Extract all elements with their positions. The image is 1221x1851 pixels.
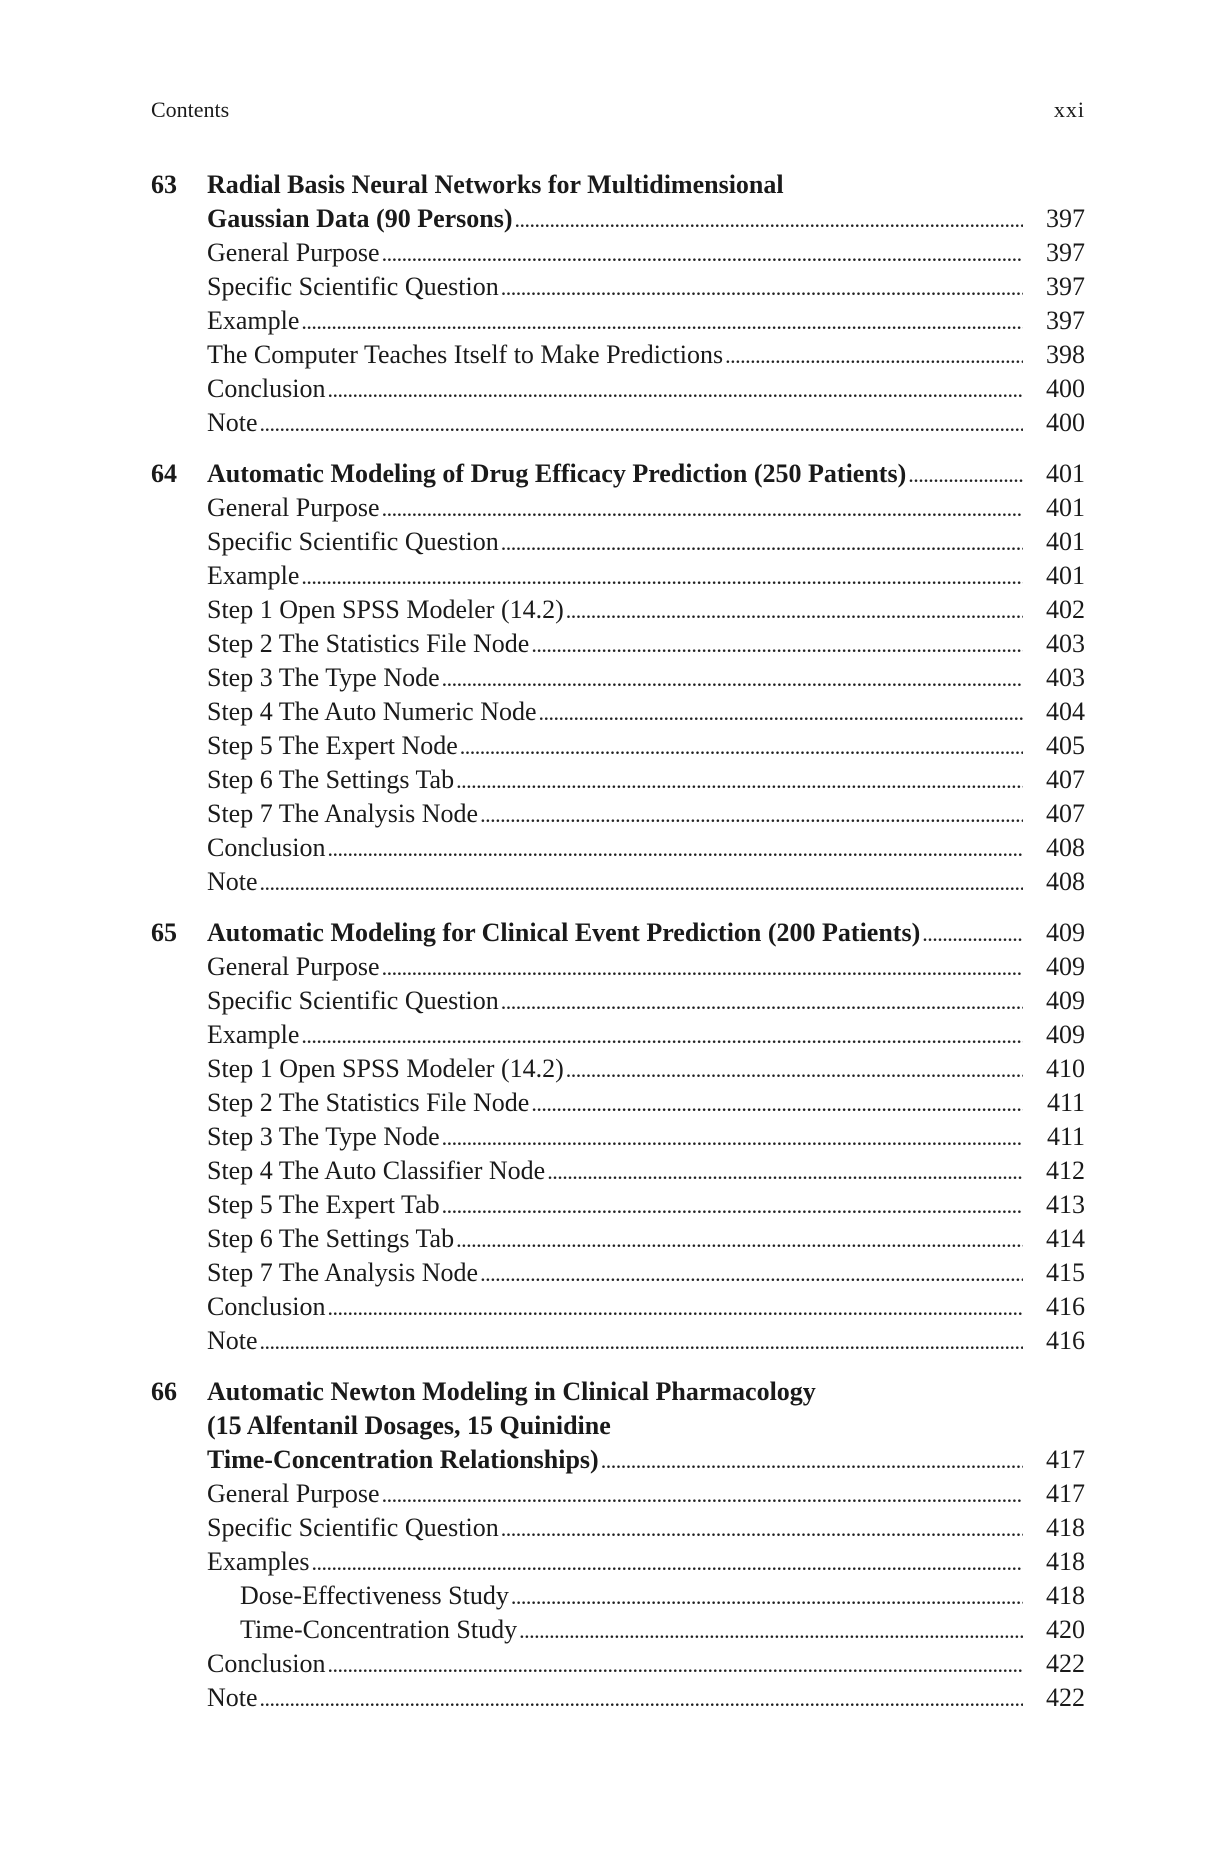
dot-leader xyxy=(260,407,1023,441)
toc-entry[interactable] xyxy=(151,1086,1085,1120)
toc-entry[interactable] xyxy=(151,984,1085,1018)
toc-entry-page: 397 xyxy=(1046,204,1085,233)
chapter-66 xyxy=(151,1375,1085,1715)
toc-entry-title: Note xyxy=(207,1683,258,1712)
toc-entry-title: Step 4 The Auto Numeric Node xyxy=(207,697,537,726)
dot-leader xyxy=(327,373,1023,407)
toc-entry-title: General Purpose xyxy=(207,952,380,981)
toc-entry[interactable] xyxy=(151,1647,1085,1681)
chapter-number: 65 xyxy=(151,918,177,947)
running-head-title: Contents xyxy=(151,97,230,122)
toc-entry-title: Step 2 The Statistics File Node xyxy=(207,629,530,658)
toc-entry-page: 414 xyxy=(1046,1224,1085,1253)
dot-leader xyxy=(327,1648,1023,1682)
toc-entry[interactable] xyxy=(151,1477,1085,1511)
dot-leader xyxy=(301,560,1023,594)
toc-entry[interactable] xyxy=(151,797,1085,831)
toc-entry-title: Step 5 The Expert Node xyxy=(207,731,458,760)
toc-entry-title: Specific Scientific Question xyxy=(207,1513,499,1542)
toc-entry[interactable] xyxy=(151,831,1085,865)
toc-entry-page: 397 xyxy=(1046,306,1085,335)
table-of-contents xyxy=(151,168,1085,1732)
dot-leader xyxy=(442,1189,1023,1223)
toc-entry-page: 411 xyxy=(1046,1122,1085,1151)
toc-entry-page: 398 xyxy=(1046,340,1085,369)
chapter-title-line[interactable] xyxy=(151,1443,1085,1477)
toc-entry[interactable] xyxy=(151,627,1085,661)
toc-entry[interactable] xyxy=(151,236,1085,270)
chapter-number: 66 xyxy=(151,1377,177,1406)
dot-leader xyxy=(460,730,1023,764)
toc-entry-page: 397 xyxy=(1046,272,1085,301)
toc-entry-title: General Purpose xyxy=(207,1479,380,1508)
toc-entry-title: Examples xyxy=(207,1547,310,1576)
chapter-63 xyxy=(151,168,1085,440)
dot-leader xyxy=(531,628,1023,662)
toc-entry-page: 403 xyxy=(1046,663,1085,692)
toc-entry-title: General Purpose xyxy=(207,493,380,522)
toc-entry[interactable] xyxy=(151,1613,1085,1647)
toc-entry[interactable] xyxy=(151,559,1085,593)
dot-leader xyxy=(301,305,1023,339)
dot-leader xyxy=(382,1478,1023,1512)
toc-entry-page: 408 xyxy=(1046,867,1085,896)
toc-entry-title: Example xyxy=(207,306,300,335)
toc-entry[interactable] xyxy=(151,593,1085,627)
toc-entry-page: 397 xyxy=(1046,238,1085,267)
dot-leader xyxy=(566,1053,1023,1087)
toc-entry-page: 418 xyxy=(1046,1581,1085,1610)
toc-entry-title: Automatic Modeling of Drug Efficacy Prediction (250 Patients) xyxy=(207,459,907,488)
toc-entry[interactable] xyxy=(151,406,1085,440)
toc-entry-title: Time-Concentration Relationships) xyxy=(207,1445,599,1474)
dot-leader xyxy=(501,271,1023,305)
dot-leader xyxy=(922,917,1023,951)
chapter-title-line[interactable] xyxy=(151,457,1085,491)
dot-leader xyxy=(456,764,1023,798)
toc-entry-page: 404 xyxy=(1046,697,1085,726)
toc-entry[interactable] xyxy=(151,1120,1085,1154)
dot-leader xyxy=(260,1325,1023,1359)
toc-entry-title: Step 6 The Settings Tab xyxy=(207,1224,455,1253)
dot-leader xyxy=(511,1580,1023,1614)
dot-leader xyxy=(382,237,1023,271)
dot-leader xyxy=(480,1257,1023,1291)
toc-entry-title: The Computer Teaches Itself to Make Predictions xyxy=(207,340,724,369)
toc-entry[interactable] xyxy=(151,1188,1085,1222)
toc-entry[interactable] xyxy=(151,1324,1085,1358)
toc-entry-title: Automatic Modeling for Clinical Event Prediction (200 Patients) xyxy=(207,918,921,947)
toc-entry-page: 405 xyxy=(1046,731,1085,760)
toc-entry-title: Time-Concentration Study xyxy=(240,1615,518,1644)
dot-leader xyxy=(519,1614,1023,1648)
toc-entry-page: 420 xyxy=(1046,1615,1085,1644)
toc-entry[interactable] xyxy=(151,338,1085,372)
dot-leader xyxy=(547,1155,1023,1189)
toc-entry[interactable] xyxy=(151,1290,1085,1324)
dot-leader xyxy=(442,662,1023,696)
dot-leader xyxy=(531,1087,1023,1121)
toc-entry[interactable] xyxy=(151,661,1085,695)
toc-entry-title: (15 Alfentanil Dosages, 15 Quinidine xyxy=(207,1411,611,1440)
toc-entry[interactable] xyxy=(151,1681,1085,1715)
toc-entry-title: Example xyxy=(207,561,300,590)
toc-entry-page: 413 xyxy=(1046,1190,1085,1219)
toc-entry[interactable] xyxy=(151,865,1085,899)
toc-entry-title: Specific Scientific Question xyxy=(207,986,499,1015)
toc-entry[interactable] xyxy=(151,1154,1085,1188)
toc-entry-title: Automatic Newton Modeling in Clinical Pharmacology xyxy=(207,1377,816,1406)
toc-entry[interactable] xyxy=(151,1052,1085,1086)
dot-leader xyxy=(327,832,1023,866)
toc-entry-title: Gaussian Data (90 Persons) xyxy=(207,204,513,233)
dot-leader xyxy=(442,1121,1023,1155)
toc-entry-title: Step 3 The Type Node xyxy=(207,663,440,692)
chapter-title-line[interactable] xyxy=(151,168,1085,202)
dot-leader xyxy=(539,696,1023,730)
dot-leader xyxy=(260,1682,1023,1716)
toc-entry-title: Step 1 Open SPSS Modeler (14.2) xyxy=(207,1054,564,1083)
toc-entry[interactable] xyxy=(151,1579,1085,1613)
toc-entry-title: Example xyxy=(207,1020,300,1049)
toc-entry-page: 422 xyxy=(1046,1683,1085,1712)
toc-entry-title: Dose-Effectiveness Study xyxy=(240,1581,509,1610)
chapter-title-line[interactable] xyxy=(151,1409,1085,1443)
toc-entry[interactable] xyxy=(151,1545,1085,1579)
toc-entry-title: Conclusion xyxy=(207,833,326,862)
dot-leader xyxy=(725,339,1023,373)
dot-leader xyxy=(480,798,1023,832)
toc-entry-title: Conclusion xyxy=(207,1649,326,1678)
toc-entry[interactable] xyxy=(151,695,1085,729)
toc-entry-title: Step 7 The Analysis Node xyxy=(207,799,479,828)
dot-leader xyxy=(908,458,1023,492)
toc-entry-page: 422 xyxy=(1046,1649,1085,1678)
toc-entry-title: Conclusion xyxy=(207,374,326,403)
toc-entry-page: 407 xyxy=(1046,799,1085,828)
toc-entry[interactable] xyxy=(151,304,1085,338)
toc-entry-page: 415 xyxy=(1046,1258,1085,1287)
toc-entry-page: 418 xyxy=(1046,1547,1085,1576)
dot-leader xyxy=(501,1512,1023,1546)
toc-entry-page: 409 xyxy=(1046,986,1085,1015)
toc-entry-page: 401 xyxy=(1046,459,1085,488)
toc-entry[interactable] xyxy=(151,270,1085,304)
toc-entry-page: 401 xyxy=(1046,561,1085,590)
toc-entry[interactable] xyxy=(151,1018,1085,1052)
dot-leader xyxy=(382,492,1023,526)
toc-entry-title: Step 5 The Expert Tab xyxy=(207,1190,440,1219)
toc-entry-title: Step 3 The Type Node xyxy=(207,1122,440,1151)
toc-entry-page: 402 xyxy=(1046,595,1085,624)
toc-entry-title: Note xyxy=(207,867,258,896)
dot-leader xyxy=(260,866,1023,900)
toc-entry-title: Step 1 Open SPSS Modeler (14.2) xyxy=(207,595,564,624)
toc-entry-page: 409 xyxy=(1046,918,1085,947)
chapter-65 xyxy=(151,916,1085,1358)
toc-entry-title: Specific Scientific Question xyxy=(207,272,499,301)
dot-leader xyxy=(301,1019,1023,1053)
toc-entry[interactable] xyxy=(151,763,1085,797)
toc-entry-page: 418 xyxy=(1046,1513,1085,1542)
chapter-title-line[interactable] xyxy=(151,916,1085,950)
dot-leader xyxy=(312,1546,1023,1580)
dot-leader xyxy=(382,951,1023,985)
toc-entry[interactable] xyxy=(151,491,1085,525)
dot-leader xyxy=(327,1291,1023,1325)
toc-entry-page: 409 xyxy=(1046,1020,1085,1049)
toc-entry-title: Step 4 The Auto Classifier Node xyxy=(207,1156,546,1185)
toc-entry-title: Conclusion xyxy=(207,1292,326,1321)
dot-leader xyxy=(501,526,1023,560)
toc-entry-page: 410 xyxy=(1046,1054,1085,1083)
toc-entry-page: 408 xyxy=(1046,833,1085,862)
toc-entry-page: 417 xyxy=(1046,1479,1085,1508)
toc-entry-title: Step 7 The Analysis Node xyxy=(207,1258,479,1287)
toc-entry[interactable] xyxy=(151,1511,1085,1545)
toc-entry-page: 412 xyxy=(1046,1156,1085,1185)
toc-entry-page: 401 xyxy=(1046,493,1085,522)
toc-entry-page: 400 xyxy=(1046,408,1085,437)
toc-entry-title: Radial Basis Neural Networks for Multidimensional xyxy=(207,170,784,199)
toc-entry[interactable] xyxy=(151,1256,1085,1290)
toc-entry-title: Note xyxy=(207,1326,258,1355)
toc-entry-title: Step 2 The Statistics File Node xyxy=(207,1088,530,1117)
chapter-number: 64 xyxy=(151,459,177,488)
chapter-number: 63 xyxy=(151,170,177,199)
dot-leader xyxy=(515,203,1023,237)
toc-entry[interactable] xyxy=(151,372,1085,406)
dot-leader xyxy=(501,985,1023,1019)
chapter-64 xyxy=(151,457,1085,899)
toc-entry-title: Step 6 The Settings Tab xyxy=(207,765,455,794)
toc-entry-title: General Purpose xyxy=(207,238,380,267)
chapter-title-line[interactable] xyxy=(151,202,1085,236)
dot-leader xyxy=(456,1223,1023,1257)
toc-entry-page: 417 xyxy=(1046,1445,1085,1474)
toc-entry-page: 416 xyxy=(1046,1292,1085,1321)
toc-entry-page: 400 xyxy=(1046,374,1085,403)
toc-entry[interactable] xyxy=(151,950,1085,984)
toc-entry-page: 411 xyxy=(1046,1088,1085,1117)
chapter-title-line[interactable] xyxy=(151,1375,1085,1409)
toc-entry-title: Note xyxy=(207,408,258,437)
toc-entry-page: 407 xyxy=(1046,765,1085,794)
dot-leader xyxy=(601,1444,1023,1478)
toc-entry-title: Specific Scientific Question xyxy=(207,527,499,556)
toc-entry-page: 403 xyxy=(1046,629,1085,658)
toc-entry[interactable] xyxy=(151,729,1085,763)
toc-entry-page: 416 xyxy=(1046,1326,1085,1355)
dot-leader xyxy=(566,594,1023,628)
toc-entry-page: 401 xyxy=(1046,527,1085,556)
page-number: xxi xyxy=(1053,97,1085,122)
toc-entry[interactable] xyxy=(151,1222,1085,1256)
toc-entry[interactable] xyxy=(151,525,1085,559)
toc-entry-page: 409 xyxy=(1046,952,1085,981)
